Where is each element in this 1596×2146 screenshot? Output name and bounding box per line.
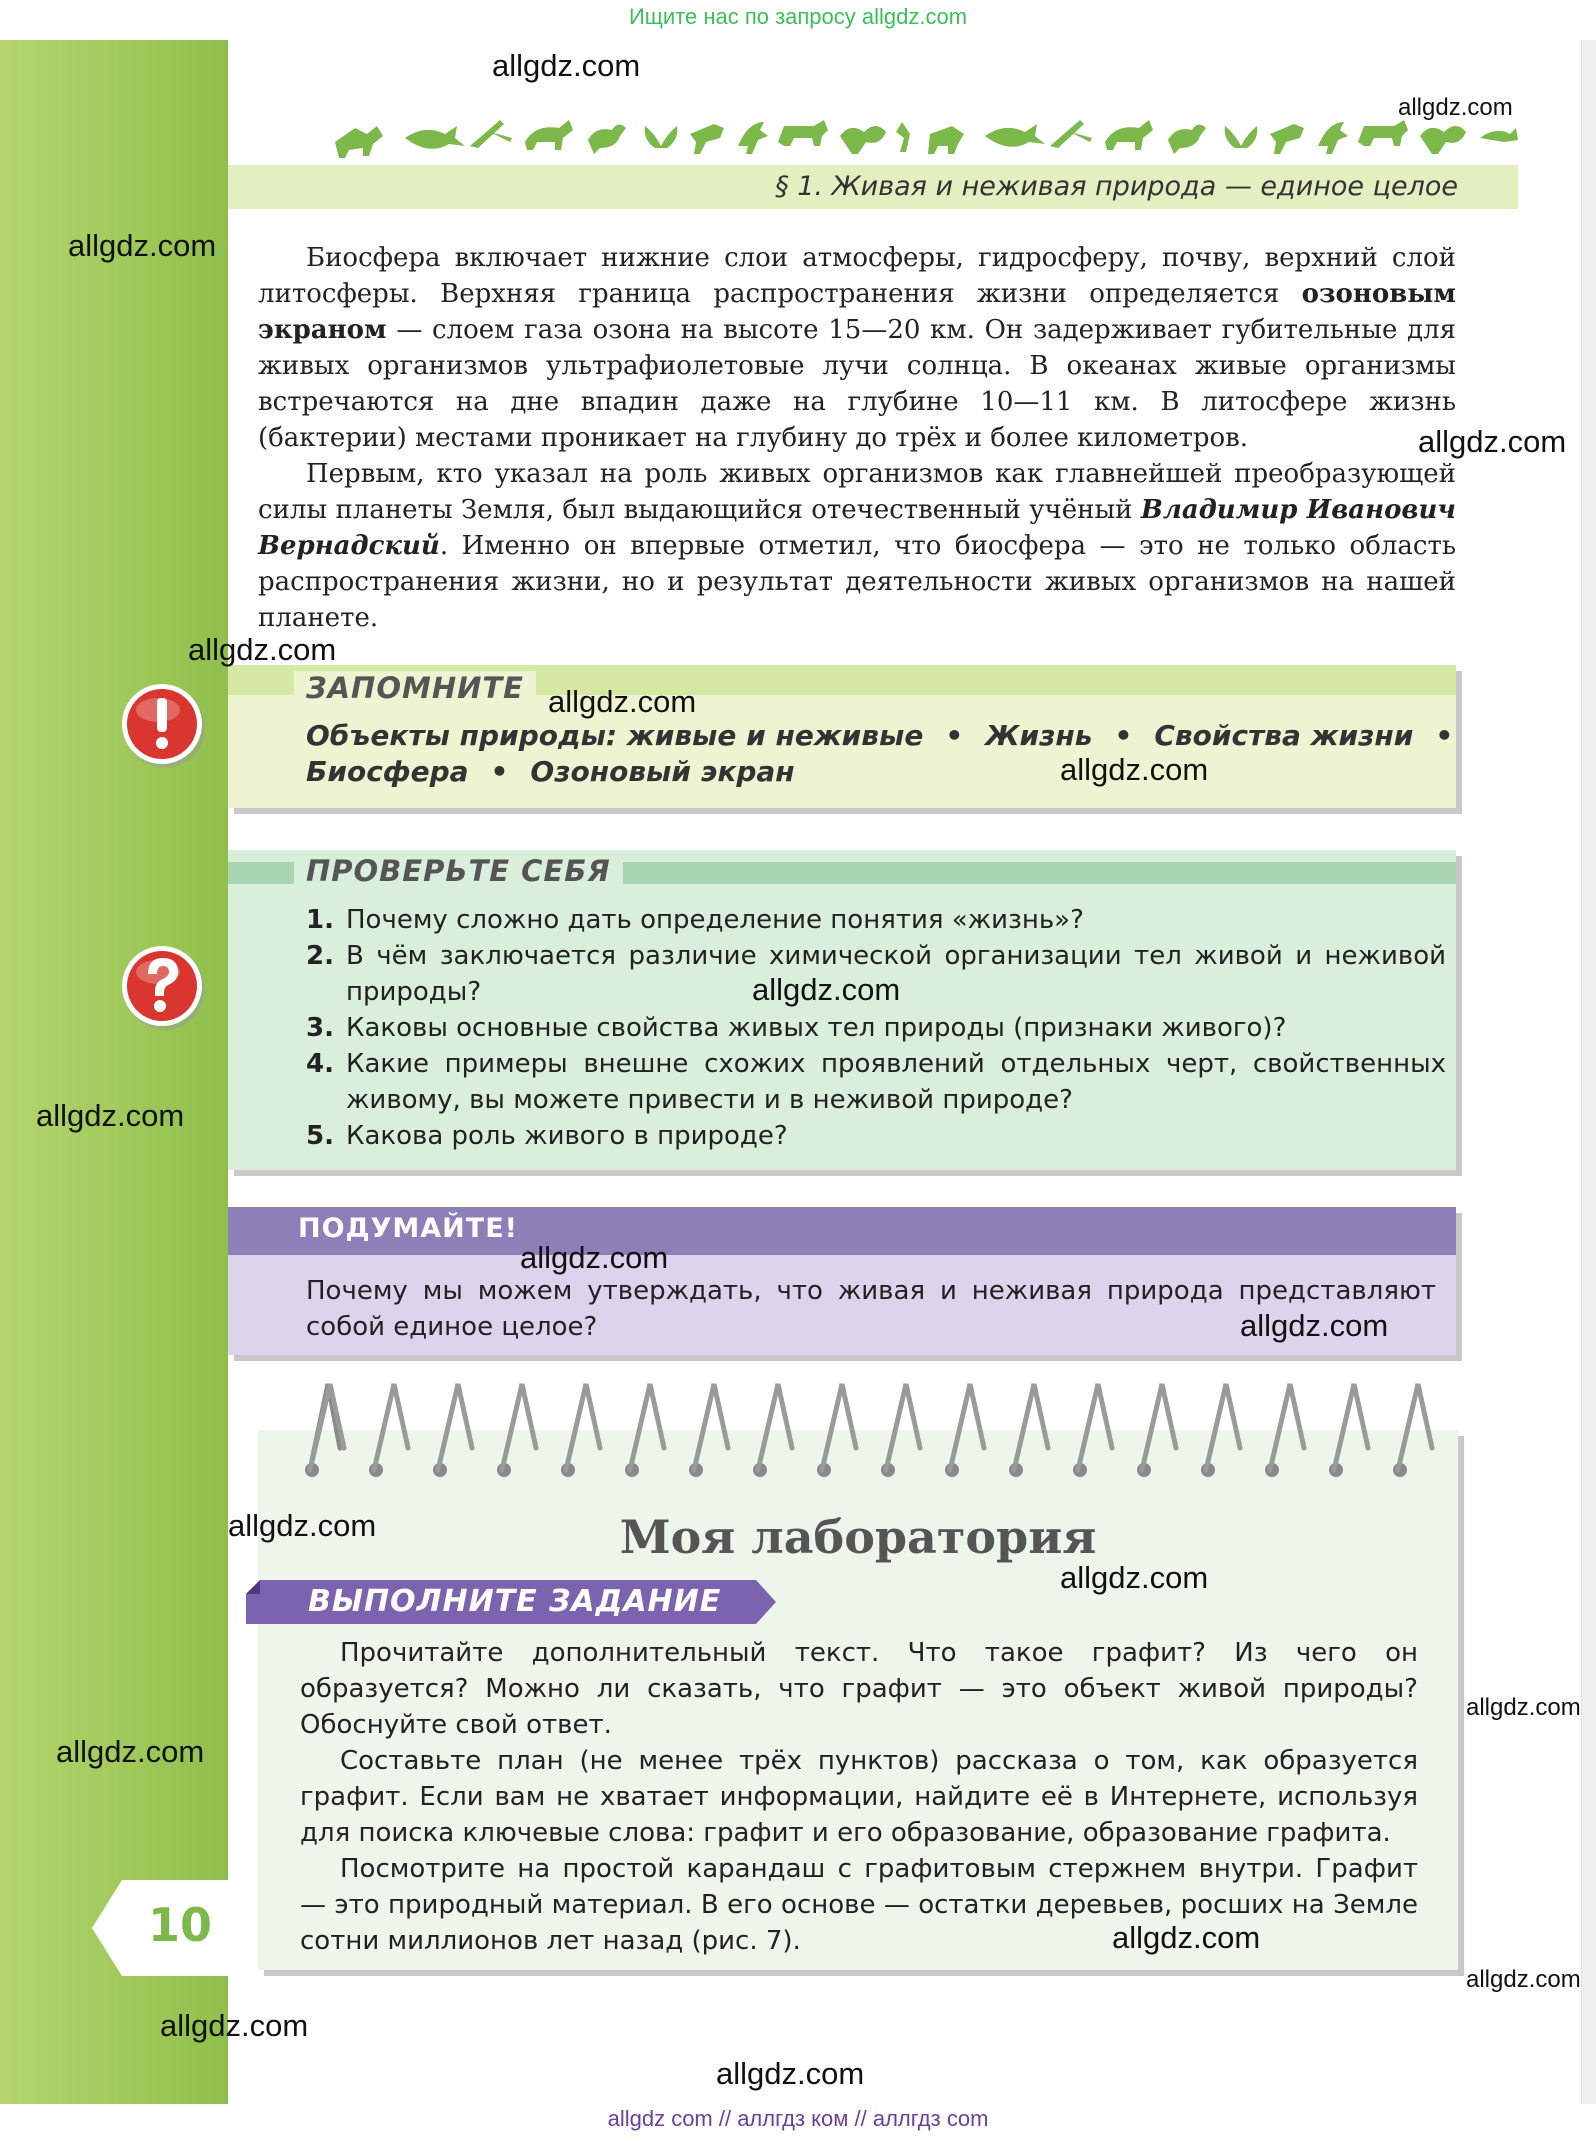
left-green-margin (0, 40, 228, 2104)
watermark: allgdz.com (752, 972, 901, 1007)
remember-line-2 (306, 755, 795, 788)
bottom-site-links[interactable]: allgdz com // аллгдз ком // аллгдз com (607, 2106, 989, 2131)
watermark: allgdz.com (1060, 752, 1209, 787)
watermark: allgdz.com (1466, 1694, 1581, 1721)
question-number: 1. (306, 905, 334, 935)
section-header (228, 165, 1518, 209)
lab-title: Моя лаборатория (619, 1510, 1097, 1564)
remember-term: Жизнь (985, 719, 1093, 752)
notebook-spiral-icon (290, 1378, 1450, 1478)
question-number: 4. (306, 1049, 334, 1079)
question-item (306, 1010, 1446, 1046)
lab-notebook (258, 1430, 1458, 1970)
bullet: • (945, 719, 964, 752)
top-site-note[interactable]: Ищите нас по запросу allgdz.com (628, 4, 968, 29)
task-paragraph: Составьте план (не менее трёх пунктов) рассказа о том, как образуется графит. Если вам не хватает информации, найдите её в Интернете, используя для поиска ключевые слова: графит и его образование, образование графита. (300, 1746, 1418, 1848)
watermark: allgdz.com (716, 2056, 865, 2091)
think-header (228, 1207, 1456, 1255)
watermark: allgdz.com (548, 684, 697, 719)
exclamation-icon (118, 680, 208, 770)
question-item (306, 1118, 1446, 1154)
question-text: Какие примеры внешне схожих проявлений отдельных черт, свойственных живому, вы можете привести и в неживой природе? (346, 1049, 1446, 1115)
page-number: 10 (148, 1898, 213, 1952)
question-text: Каковы основные свойства живых тел природы (признаки живого)? (346, 1013, 1287, 1043)
question-text: Какова роль живого в природе? (346, 1121, 788, 1151)
page-right-edge (1581, 40, 1596, 2104)
think-text: Почему мы можем утверждать, что живая и неживая природа представляют собой единое целое? (306, 1276, 1436, 1342)
remember-term: Объекты природы: живые и неживые (306, 719, 924, 752)
remember-term: Свойства жизни (1154, 719, 1414, 752)
ozone-term: озоновым экраном (258, 279, 1456, 345)
p2-text-b: . Именно он впервые отметил, что биосфера — это не только область распространения жизни, но и результат деятельности живых организмов на нашей планете. (258, 531, 1456, 633)
watermark: allgdz.com (1060, 1560, 1209, 1595)
main-text (258, 240, 1456, 636)
question-list (306, 902, 1446, 1154)
animal-silhouettes-icon (330, 112, 1520, 158)
question-number: 5. (306, 1121, 334, 1151)
watermark: allgdz.com (68, 228, 217, 263)
p1-text-b: — слоем газа озона на высоте 15—20 км. Он задерживает губительные для живых организмов ультрафиолетовые лучи солнца. В океанах живые организмы встречаются на дне впадин даже на глубине 10—11 км. В литосфере жизнь (бактерии) местами проникает на глубину до трёх и более километров. (258, 315, 1456, 453)
remember-box (228, 665, 1456, 808)
watermark: allgdz.com (1112, 1920, 1261, 1955)
task-paragraph: Посмотрите на простой карандаш с графитовым стержнем внутри. Графит — это природный материал. В его основе — остатки деревьев, росших на Земле сотни миллионов лет назад (рис. 7). (300, 1854, 1418, 1956)
watermark: allgdz.com (160, 2008, 309, 2043)
question-icon (118, 942, 208, 1032)
section-title: § 1. Живая и неживая природа — единое целое (775, 171, 1458, 202)
watermark: allgdz.com (1466, 1966, 1581, 1993)
watermark: allgdz.com (188, 632, 337, 667)
p2-text-a: Первым, кто указал на роль живых организмов как главнейшей преобразующей силы планеты Земля, был выдающийся отечественный учёный (258, 459, 1456, 525)
remember-line-1 (306, 719, 1475, 752)
bullet: • (490, 755, 509, 788)
check-yourself-box (228, 850, 1456, 1170)
watermark: allgdz.com (228, 1508, 377, 1543)
watermark: allgdz.com (492, 48, 641, 83)
watermark: allgdz.com (1398, 94, 1513, 121)
check-title: ПРОВЕРЬТЕ СЕБЯ (294, 854, 623, 888)
question-text: Почему сложно дать определение понятия «жизнь»? (346, 905, 1084, 935)
task-title: ВЫПОЛНИТЕ ЗАДАНИЕ (308, 1584, 722, 1619)
question-item (306, 902, 1446, 938)
question-number: 3. (306, 1013, 334, 1043)
remember-term: Биосфера (306, 755, 469, 788)
paragraph-2 (258, 456, 1456, 636)
task-text (300, 1635, 1418, 1959)
p1-text-a: Биосфера включает нижние слои атмосферы, гидросферу, почву, верхний слой литосферы. Верхняя граница распространения жизни определяется (258, 243, 1456, 309)
task-paragraph: Прочитайте дополнительный текст. Что такое графит? Из чего он образуется? Можно ли сказать, что графит — это объект живой природы? Обоснуйте свой ответ. (300, 1638, 1418, 1740)
watermark: allgdz.com (36, 1098, 185, 1133)
think-title: ПОДУМАЙТЕ! (298, 1213, 518, 1244)
question-text: В чём заключается различие химической организации тел живой и неживой природы? (346, 941, 1446, 1007)
bullet: • (1114, 719, 1133, 752)
watermark: allgdz.com (1418, 424, 1567, 459)
question-item (306, 1046, 1446, 1118)
watermark: allgdz.com (520, 1240, 669, 1275)
vernadsky-name: Владимир Иванович Вернадский (258, 495, 1456, 561)
paragraph-1 (258, 240, 1456, 456)
remember-term: Озоновый экран (530, 755, 795, 788)
watermark: allgdz.com (1240, 1308, 1389, 1343)
remember-title: ЗАПОМНИТЕ (294, 671, 536, 705)
watermark: allgdz.com (56, 1734, 205, 1769)
bullet: • (1435, 719, 1454, 752)
question-number: 2. (306, 941, 334, 971)
